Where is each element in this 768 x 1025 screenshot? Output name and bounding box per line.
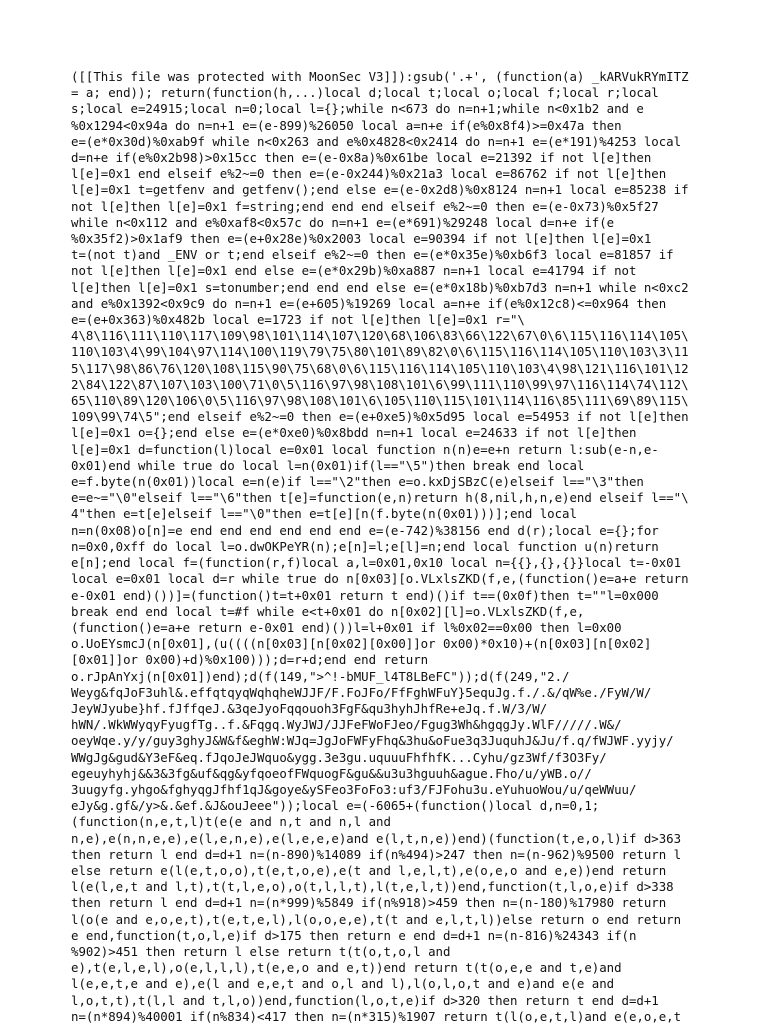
code-line: l[e]=0x1 t=getfenv and getfenv();end else e=(e-0x2d8)%0x8124 n=n+1 local e=85238 if: [71, 182, 689, 198]
code-line: 4"then e=t[e]elseif l=="\0"then e=t[e][n(f.byte(n(0x01)))];end local: [71, 506, 577, 522]
document-page: [71, 69, 751, 1025]
code-line: 4\8\116\111\110\117\109\98\101\114\107\120\68\106\83\66\122\67\0\6\115\116\114\105\: [71, 328, 689, 344]
code-line: n=(n*894)%40001 if(n%834)<417 then n=(n*315)%1907 return t(l(o,e,t,l)and e(e,o,e,t: [71, 1008, 682, 1024]
code-line: e=(e+0x363)%0x482b local e=1723 if not l[e]then l[e]=0x1 r="\: [71, 312, 525, 328]
code-line: n=n(0x08)o[n]=e end end end end end end e=(e-742)%38156 end d(r);local e={};for: [71, 522, 659, 538]
code-line: hWN/.WkWWyqyFyugfTg..f.&Fqgq.WyJWJ/JJFeFWoFJeo/Fgug3Wh&hgqgJy.WlF/////.W&/: [71, 717, 622, 733]
code-line: while n<0x112 and e%0xaf8<0x57c do n=n+1 e=(e*691)%29248 local d=n+e if(e: [71, 214, 615, 230]
code-line: then return l end d=d+1 n=(n-890)%14089 if(n%494)>247 then n=(n-962)%9500 return l: [71, 846, 682, 862]
code-line: l(o(e and e,o,e,t),t(e,t,e,l),l(o,o,e,e),t(t and e,l,t,l))else return o end return: [71, 911, 682, 927]
code-line: (function()e=a+e return e-0x01 end)())l=l+0x01 if l%0x02==0x00 then l=0x00: [71, 619, 622, 635]
code-line: oeyWqe.y/y/guy3ghyJ&W&f&eghW:WJq=JgJoFWFyFhq&3hu&oFue3q3JuquhJ&Ju/f.q/fWJWF.yyjy/: [71, 733, 674, 749]
code-line: o.rJpAnYxj(n[0x01])end);d(f(149,">^!-bMUF_l4T8LBeFC"));d(f(249,"2./: [71, 668, 570, 684]
code-line: l[e]then l[e]=0x1 s=tonumber;end end end else e=(e*0x18b)%0xb7d3 n=n+1 while n<0xc2: [71, 279, 689, 295]
code-line: eJy&g.gf&/y>&.&ef.&J&ouJeee"));local e=(-6065+(function()local d,n=0,1;: [71, 798, 600, 814]
code-line: WWgJg&gud&Y3eF&eq.fJqoJeJWquo&ygg.3e3gu.uquuuFhfhfK...Cyhu/gz3Wf/f3O3Fy/: [71, 749, 607, 765]
code-line: l,o,t,t),t(l,l and t,l,o))end,function(l,o,t,e)if d>320 then return t end d=d+1: [71, 992, 659, 1008]
code-line: t=(not t)and _ENV or t;end elseif e%2~=0 then e=(e*0x35e)%0xb6f3 local e=81857 if: [71, 247, 674, 263]
code-line: e end,function(t,o,l,e)if d>175 then return e end d=d+1 n=(n-816)%24343 if(n: [71, 927, 637, 943]
code-line: 0x01)end while true do local l=n(0x01)if(l=="\5")then break end local: [71, 457, 585, 473]
code-line: d=n+e if(e%0x2b98)>0x15cc then e=(e-0x8a)%0x61be local e=21392 if not l[e]then: [71, 150, 652, 166]
code-line: then return l end d=d+1 n=(n*999)%5849 if(n%918)>459 then n=(n-180)%17980 return: [71, 895, 667, 911]
code-line: and e%0x1392<0x9c9 do n=n+1 e=(e+605)%19269 local a=n+e if(e%0x12c8)<=0x964 then: [71, 295, 667, 311]
code-line: s;local e=24915;local n=0;local l={};while n<673 do n=n+1;while n<0x1b2 and e: [71, 101, 644, 117]
code-line: %0x1294<0x94a do n=n+1 e=(e-899)%26050 local a=n+e if(e%0x8f4)>=0x47a then: [71, 117, 622, 133]
code-line: not l[e]then l[e]=0x1 f=string;end end end elseif e%2~=0 then e=(e-0x73)%0x5f27: [71, 198, 659, 214]
code-line: ([[This file was protected with MoonSec V3]]):gsub('.+', (function(a) _kARVukRYmITZ: [71, 69, 689, 84]
code-line: break end end local t=#f while e<t+0x01 do n[0x02][l]=o.VLxlsZKD(f,e,: [71, 603, 585, 619]
code-line: e-0x01 end)())]=(function()t=t+0x01 return t end)()if t==(0x0f)then t=""l=0x000: [71, 587, 659, 603]
code-line: egeuyhyhj&&3&3fg&uf&qg&yfqoeofFWquogF&gu&&u3u3hguuh&ague.Fho/u/yWB.o//: [71, 765, 592, 781]
code-line: e=(e*0x30d)%0xab9f while n<0x263 and e%0x4828<0x2414 do n=n+1 e=(e*191)%4253 local: [71, 133, 682, 149]
code-line: [0x01]]or 0x00)+d)%0x100)));d=r+d;end end return: [71, 652, 429, 668]
code-line: JeyWJyube}hf.fJffqeJ.&3qeJyoFqqouoh3FgF&qu3hyhJhfRe+eJq.f.W/3/W/: [71, 700, 548, 716]
code-line: (function(n,e,t,l)t(e(e and n,t and n,l and: [71, 814, 391, 830]
code-line: %902)>451 then return l else return t(t(o,t,o,l and: [71, 943, 451, 959]
code-line: l[e]=0x1 end elseif e%2~=0 then e=(e-0x244)%0x21a3 local e=86762 if not l[e]then: [71, 166, 667, 182]
code-line: 2\84\122\87\107\103\100\71\0\5\116\97\98\108\101\6\99\111\110\99\97\116\114\74\112\: [71, 376, 689, 392]
code-line: 3uugyfg.yhgo&fghyqgJfhf1qJ&goye&ySFeo3FoFo3:uf3/FJFohu3u.eYuhuoWou/u/qeWWuu/: [71, 781, 637, 797]
code-line: 5\117\98\86\76\120\108\115\90\75\68\0\6\115\116\114\105\110\103\4\98\121\116\101\12: [71, 360, 689, 376]
code-line: l(e(l,e,t and l,t),t(t,l,e,o),o(t,l,l,t),l(t,e,l,t))end,function(t,l,o,e)if d>338: [71, 879, 674, 895]
code-line: 109\99\74\5";end elseif e%2~=0 then e=(e+0xe5)%0x5d95 local e=54953 if not l[e]then: [71, 409, 689, 425]
code-line: n,e),e(n,n,e,e),e(l,e,n,e),e(l,e,e,e)and e(l,t,n,e))end)(function(t,e,o,l)if d>363: [71, 830, 682, 846]
code-line: e),t(e,l,e,l),o(e,l,l,l),t(e,e,o and e,t))end return t(t(o,e,e and t,e)and: [71, 960, 622, 976]
code-line: not l[e]then l[e]=0x1 end else e=(e*0x29b)%0xa887 n=n+1 local e=41794 if not: [71, 263, 637, 279]
code-line: 110\103\4\99\104\97\114\100\119\79\75\80\101\89\82\0\6\115\116\114\105\110\103\3\11: [71, 344, 689, 360]
code-line: = a; end)); return(function(h,...)local d;local t;local o;local f;local r;local: [71, 85, 659, 101]
code-body: [71, 69, 751, 1025]
code-line: l(e,e,t,e and e),e(l and e,e,t and o,l and l),l(o,l,o,t and e)and e(e and: [71, 976, 615, 992]
code-line: l[e]=0x1 d=function(l)local e=0x01 local function n(n)e=e+n return l:sub(e-n,e-: [71, 441, 659, 457]
code-line: e[n];end local f=(function(r,f)local a,l=0x01,0x10 local n={{},{},{}}local t=-0x01: [71, 555, 682, 571]
code-line: e=e~="\0"elseif l=="\6"then t[e]=function(e,n)return h(8,nil,h,n,e)end elseif l=="\: [71, 490, 689, 506]
code-line: n=0x0,0xff do local l=o.dwOKPeYR(n);e[n]=l;e[l]=n;end local function u(n)return: [71, 538, 659, 554]
code-line: 65\110\89\120\106\0\5\116\97\98\108\101\6\105\110\115\101\114\116\85\111\69\89\115\: [71, 393, 689, 409]
code-line: local e=0x01 local d=r while true do n[0x03][o.VLxlsZKD(f,e,(function()e=a+e return: [71, 571, 689, 587]
code-line: %0x35f2)>0x1af9 then e=(e+0x28e)%0x2003 local e=90394 if not l[e]then l[e]=0x1: [71, 231, 652, 247]
code-line: e=f.byte(n(0x01))local e=n(e)if l=="\2"then e=o.kxDjSBzC(e)elseif l=="\3"then: [71, 474, 644, 490]
code-line: l[e]=0x1 o={};end else e=(e*0xe0)%0x8bdd n=n+1 local e=24633 if not l[e]then: [71, 425, 637, 441]
code-line: o.UoEYsmcJ(n[0x01],(u((((n[0x03][n[0x02][0x00]]or 0x00)*0x10)+(n[0x03][n[0x02]: [71, 636, 652, 652]
code-line: Weyg&fqJoF3uhl&.effqtqyqWqhqheWJJF/F.FoJFo/FfFghWFuY}5equJg.f./.&/qW%e./FyW/W/: [71, 684, 652, 700]
code-line: else return e(l(e,t,o,o),t(e,t,o,e),e(t and l,e,l,t),e(o,e,o and e,e))end return: [71, 862, 667, 878]
